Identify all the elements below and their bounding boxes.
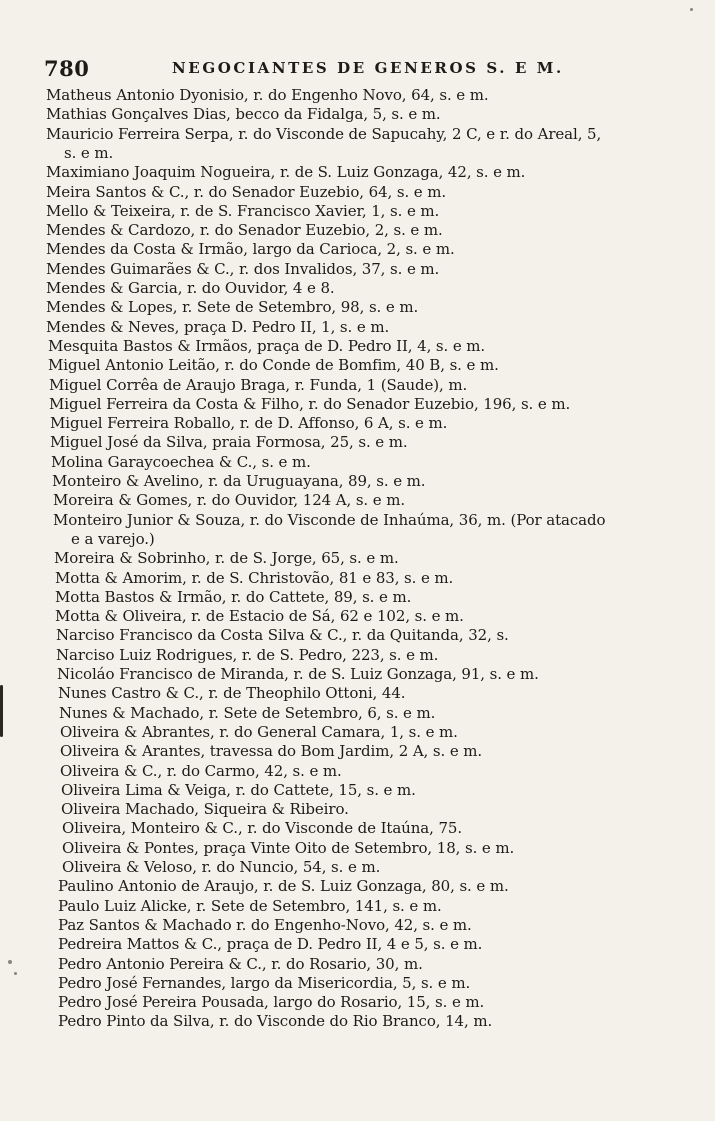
entry-text: Paz Santos & Machado r. do Engenho-Novo, 42, s. e m.	[58, 916, 472, 934]
list-item	[60, 742, 482, 761]
page-number: 780	[44, 56, 90, 81]
entry-text: Oliveira & Abrantes, r. do General Camara, 1, s. e m.	[60, 723, 458, 741]
list-item	[46, 240, 455, 259]
entry-text: Mendes da Costa & Irmão, largo da Carioca, 2, s. e m.	[46, 240, 455, 258]
entry-text: Nicoláo Francisco de Miranda, r. de S. Luiz Gonzaga, 91, s. e m.	[57, 665, 539, 683]
list-item	[62, 839, 514, 858]
list-item	[46, 105, 441, 124]
list-item	[54, 549, 399, 568]
list-item	[49, 395, 570, 414]
list-item	[46, 125, 601, 163]
entry-text: Moreira & Sobrinho, r. de S. Jorge, 65, s. e m.	[54, 549, 399, 567]
entry-text: Mendes & Neves, praça D. Pedro II, 1, s. e m.	[46, 318, 390, 336]
entry-text: Maximiano Joaquim Nogueira, r. de S. Luiz Gonzaga, 42, s. e m.	[46, 163, 526, 181]
list-item	[58, 684, 405, 703]
entry-text: Moreira & Gomes, r. do Ouvidor, 124 A, s. e m.	[53, 491, 406, 509]
list-item	[46, 260, 439, 279]
list-item	[49, 376, 467, 395]
list-item	[51, 453, 311, 472]
list-item	[52, 472, 425, 491]
margin-mark	[0, 685, 3, 737]
entry-text: Mathias Gonçalves Dias, becco da Fidalga, 5, s. e m.	[46, 105, 441, 123]
list-item	[46, 221, 443, 240]
list-item	[55, 569, 453, 588]
entry-text: Paulino Antonio de Araujo, r. de S. Luiz Gonzaga, 80, s. e m.	[58, 877, 509, 895]
entry-text: Mendes & Lopes, r. Sete de Setembro, 98, s. e m.	[46, 298, 419, 316]
list-item	[58, 974, 470, 993]
entry-text: Matheus Antonio Dyonisio, r. do Engenho Novo, 64, s. e m.	[46, 86, 489, 104]
list-item	[60, 762, 342, 781]
list-item	[50, 433, 408, 452]
list-item	[55, 607, 464, 626]
entry-text: Miguel Ferreira da Costa & Filho, r. do Senador Euzebio, 196, s. e m.	[49, 395, 571, 413]
entry-text: Oliveira & C., r. do Carmo, 42, s. e m.	[60, 762, 342, 780]
entry-text: Motta & Amorim, r. de S. Christovão, 81 e 83, s. e m.	[55, 569, 454, 587]
list-item	[53, 491, 405, 510]
list-item	[53, 511, 605, 549]
entry-text: Mendes & Cardozo, r. do Senador Euzebio, 2, s. e m.	[46, 221, 443, 239]
list-item	[46, 163, 525, 182]
list-item	[48, 356, 499, 375]
entry-text: Monteiro Junior & Souza, r. do Visconde de Inhaúma, 36, m. (Por atacado	[53, 511, 606, 529]
entry-text: Mendes & Garcia, r. do Ouvidor, 4 e 8.	[46, 279, 335, 297]
paper-speck	[690, 8, 693, 11]
list-item	[60, 723, 458, 742]
list-item	[58, 955, 423, 974]
entry-text: Pedro José Fernandes, largo da Misericordia, 5, s. e m.	[58, 974, 471, 992]
entry-text: Miguel Antonio Leitão, r. do Conde de Bomfim, 40 B, s. e m.	[48, 356, 499, 374]
entry-text: Oliveira Lima & Veiga, r. do Cattete, 15, s. e m.	[61, 781, 416, 799]
list-item	[58, 897, 442, 916]
list-item	[50, 414, 447, 433]
list-item	[46, 202, 439, 221]
paper-speck	[8, 960, 12, 964]
entry-continuation: e a varejo.)	[71, 530, 155, 548]
entry-text: Oliveira & Veloso, r. do Nuncio, 54, s. e m.	[62, 858, 381, 876]
list-item	[46, 298, 418, 317]
entry-text: Oliveira & Pontes, praça Vinte Oito de Setembro, 18, s. e m.	[62, 839, 515, 857]
page-header	[44, 56, 694, 86]
entry-text: Oliveira Machado, Siqueira & Ribeiro.	[61, 800, 349, 818]
list-item	[61, 781, 416, 800]
list-item	[58, 877, 509, 896]
list-item	[58, 1012, 492, 1031]
list-item	[62, 819, 462, 838]
entry-text: Mauricio Ferreira Serpa, r. do Visconde de Sapucahy, 2 C, e r. do Areal, 5,	[46, 125, 602, 143]
entry-text: Mendes Guimarães & C., r. dos Invalidos, 37, s. e m.	[46, 260, 440, 278]
entry-continuation: s. e m.	[64, 144, 114, 162]
entry-text: Pedro Antonio Pereira & C., r. do Rosario, 30, m.	[58, 955, 423, 973]
list-item	[46, 183, 446, 202]
entry-text: Molina Garaycoechea & C., s. e m.	[51, 453, 311, 471]
list-item	[59, 704, 435, 723]
list-item	[48, 337, 485, 356]
entry-text: Oliveira, Monteiro & C., r. do Visconde de Itaúna, 75.	[62, 819, 463, 837]
entry-text: Nunes & Machado, r. Sete de Setembro, 6, s. e m.	[59, 704, 436, 722]
entry-text: Narciso Luiz Rodrigues, r. de S. Pedro, 223, s. e m.	[56, 646, 439, 664]
list-item	[58, 935, 482, 954]
entry-text: Nunes Castro & C., r. de Theophilo Ottoni, 44.	[58, 684, 406, 702]
entry-text: Motta Bastos & Irmão, r. do Cattete, 89, s. e m.	[55, 588, 412, 606]
entry-text: Miguel Corrêa de Araujo Braga, r. Funda, 1 (Saude), m.	[49, 376, 468, 394]
entry-text: Mello & Teixeira, r. de S. Francisco Xavier, 1, s. e m.	[46, 202, 440, 220]
list-item	[58, 993, 484, 1012]
entry-text: Pedreira Mattos & C., praça de D. Pedro II, 4 e 5, s. e m.	[58, 935, 483, 953]
entry-text: Miguel José da Silva, praia Formosa, 25, s. e m.	[50, 433, 408, 451]
paper-speck	[14, 972, 17, 975]
running-title: NEGOCIANTES DE GENEROS S. E M.	[172, 59, 564, 77]
list-item	[56, 626, 509, 645]
list-item	[46, 318, 389, 337]
entry-text: Monteiro & Avelino, r. da Uruguayana, 89, s. e m.	[52, 472, 426, 490]
entry-text: Motta & Oliveira, r. de Estacio de Sá, 62 e 102, s. e m.	[55, 607, 464, 625]
entry-text: Pedro José Pereira Pousada, largo do Rosario, 15, s. e m.	[58, 993, 485, 1011]
list-item	[61, 800, 349, 819]
list-item	[57, 665, 539, 684]
entry-text: Oliveira & Arantes, travessa do Bom Jardim, 2 A, s. e m.	[60, 742, 483, 760]
list-item	[46, 86, 489, 105]
entry-text: Mesquita Bastos & Irmãos, praça de D. Pedro II, 4, s. e m.	[48, 337, 486, 355]
list-item	[56, 646, 438, 665]
entry-text: Narciso Francisco da Costa Silva & C., r. da Quitanda, 32, s.	[56, 626, 509, 644]
list-item	[46, 279, 335, 298]
entry-text: Paulo Luiz Alicke, r. Sete de Setembro, 141, s. e m.	[58, 897, 442, 915]
list-item	[62, 858, 380, 877]
entry-text: Pedro Pinto da Silva, r. do Visconde do Rio Branco, 14, m.	[58, 1012, 493, 1030]
entry-text: Miguel Ferreira Roballo, r. de D. Affonso, 6 A, s. e m.	[50, 414, 448, 432]
list-item	[55, 588, 411, 607]
list-item	[58, 916, 472, 935]
entry-text: Meira Santos & C., r. do Senador Euzebio, 64, s. e m.	[46, 183, 447, 201]
